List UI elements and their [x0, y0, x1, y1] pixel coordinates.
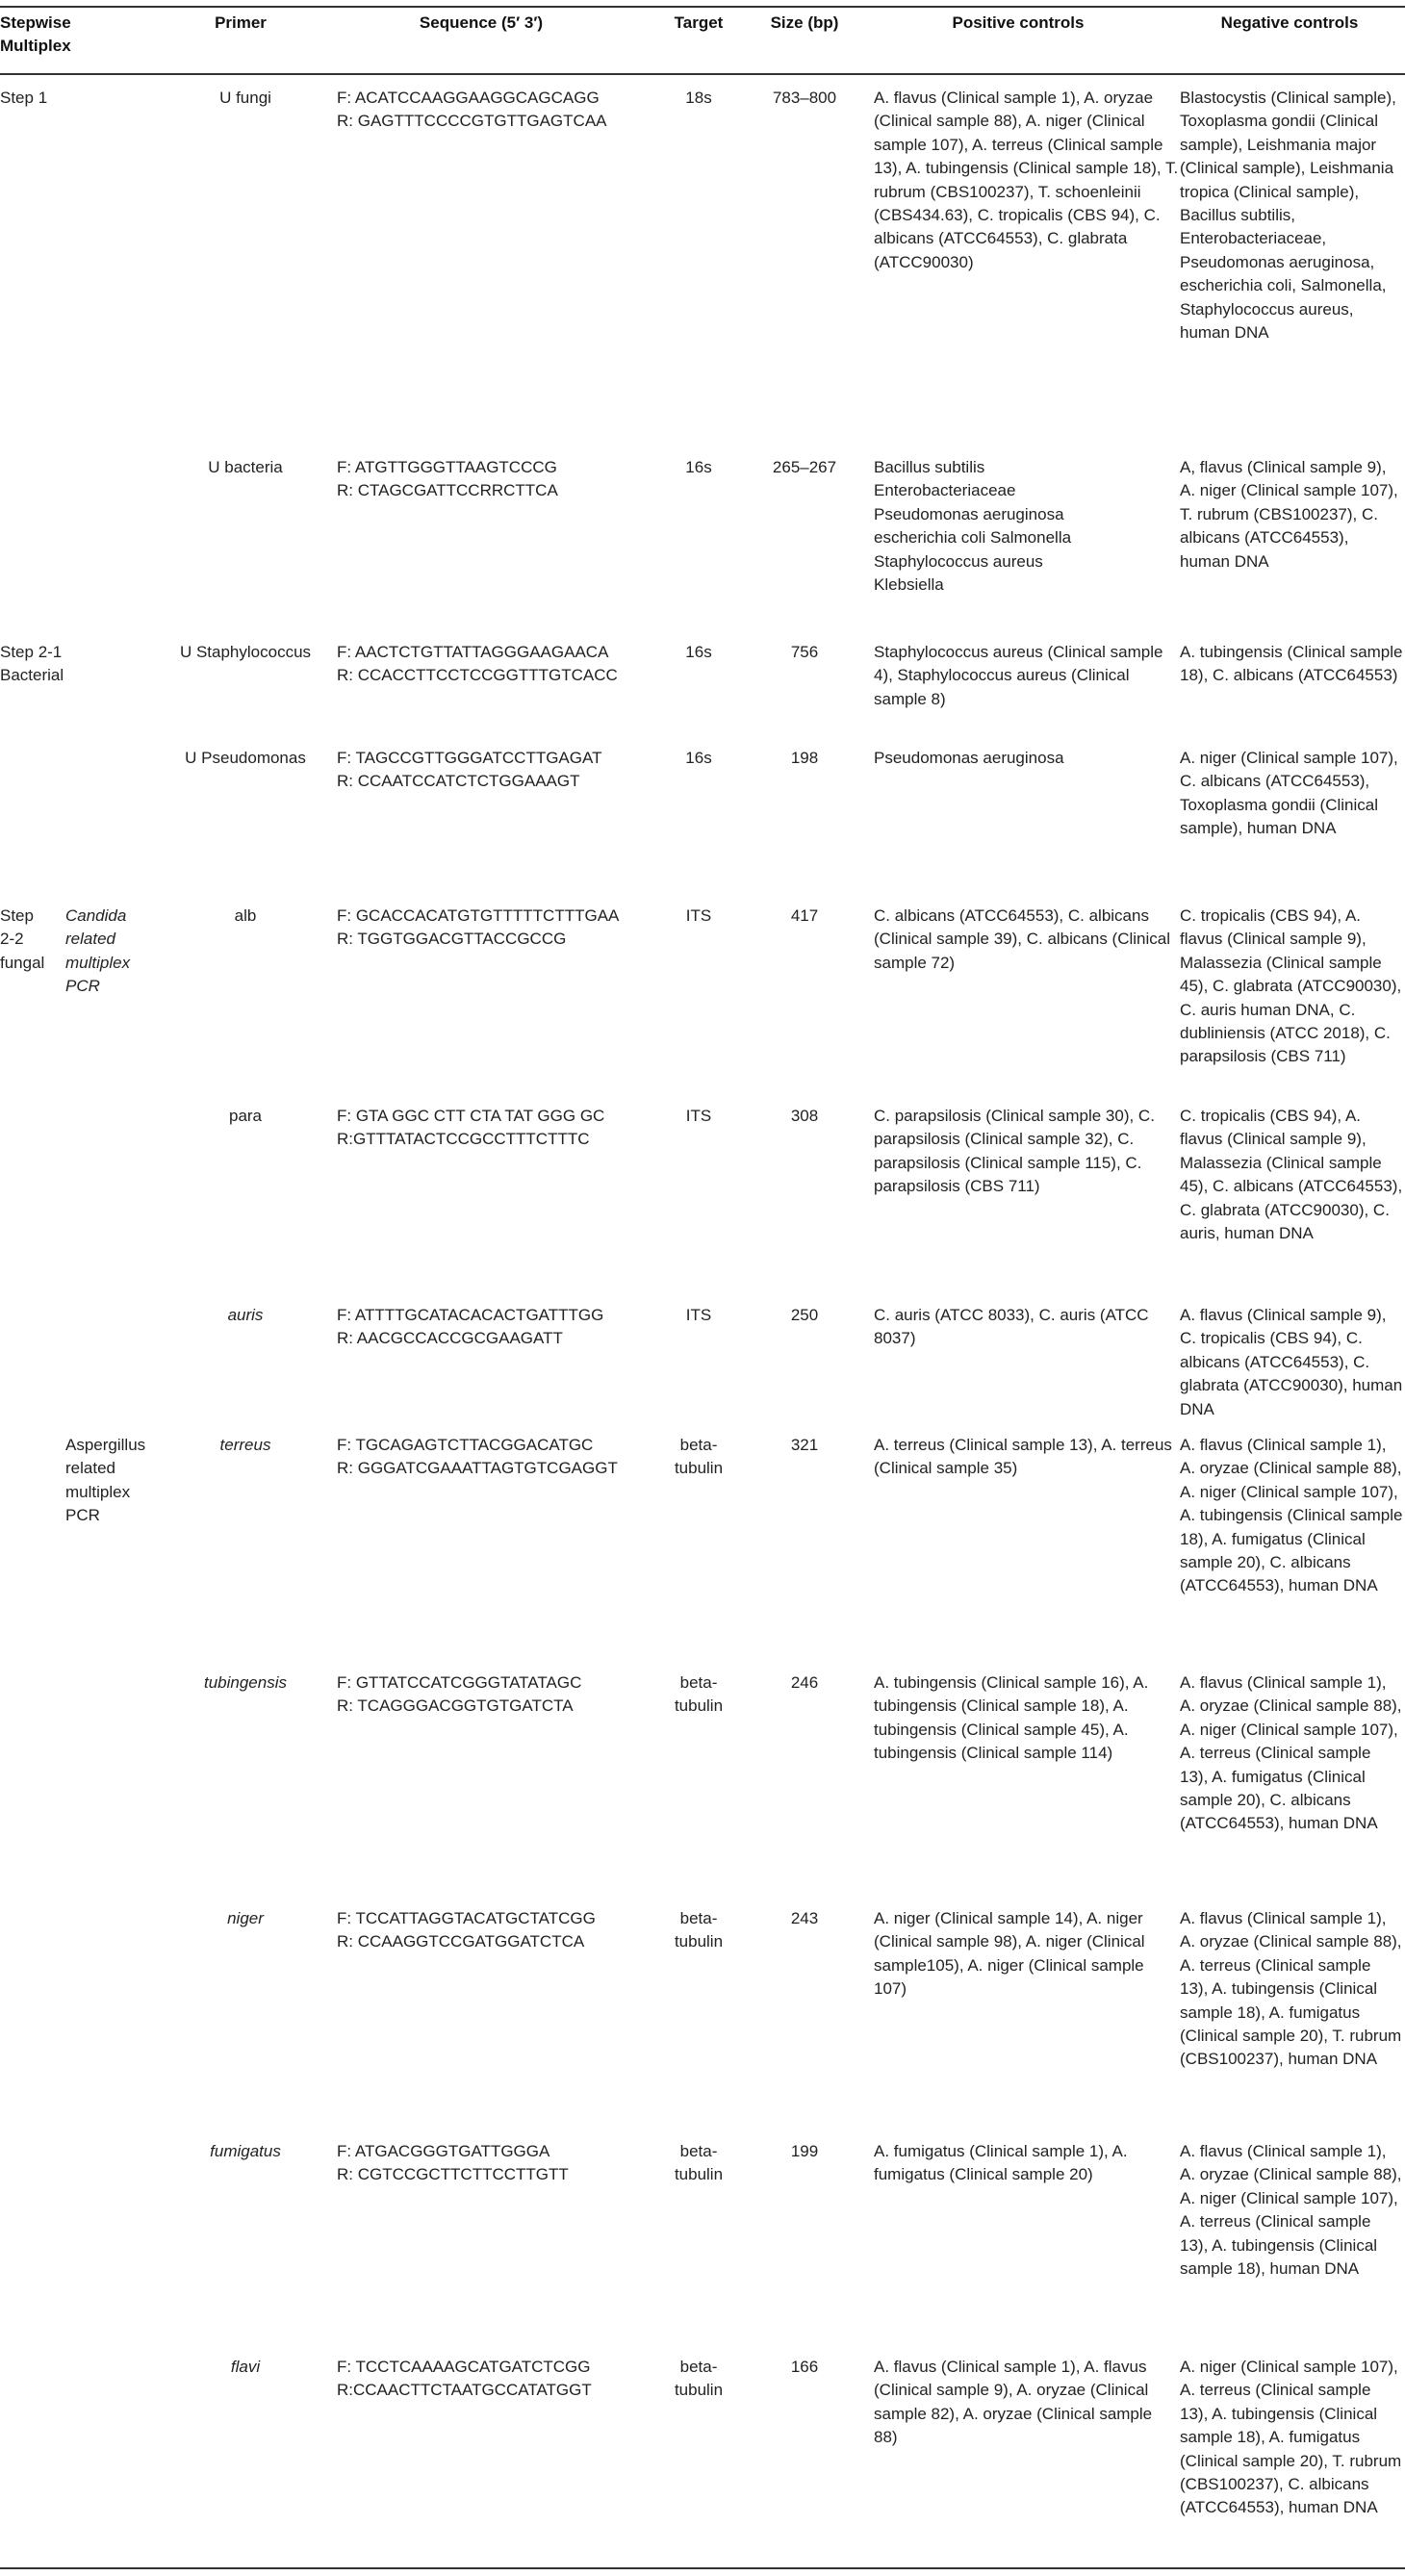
negative-controls: A. flavus (Clinical sample 1), A. oryzae (Clinical sample 88), A. niger (Clinical sample 107), A. terreus (Clinical sample 13), A. tubingensis (Clinical sample 18), human DNA [1180, 2142, 1402, 2279]
reverse-sequence: R: TGGTGGACGTTACCGCCG [337, 930, 567, 948]
size-bp: 198 [790, 749, 819, 767]
header-top-rule [0, 6, 1405, 8]
target: 16s [685, 643, 712, 661]
negative-controls: C. tropicalis (CBS 94), A. flavus (Clinical sample 9), Malassezia (Clinical sample 45), C. albicans (ATCC64553), C. glabrata (ATCC90030), C. auris, human DNA [1180, 1107, 1403, 1243]
candida-group-label: Candida related multiplex PCR [65, 906, 131, 996]
primer-name: niger [227, 1909, 264, 1927]
target: ITS [685, 1306, 712, 1324]
forward-sequence: F: GTA GGC CTT CTA TAT GGG GC [337, 1107, 605, 1125]
size-bp: 308 [790, 1107, 819, 1125]
target: beta-tubulin [674, 1673, 724, 1716]
size-bp: 756 [790, 643, 819, 661]
positive-controls: C. auris (ATCC 8033), C. auris (ATCC 8037) [874, 1306, 1149, 1348]
forward-sequence: F: TCCTCAAAAGCATGATCTCGG [337, 2358, 591, 2376]
negative-controls: A. flavus (Clinical sample 9), C. tropicalis (CBS 94), C. albicans (ATCC64553), C. glabrata (ATCC90030), human DNA [1180, 1306, 1403, 1418]
negative-controls: A. tubingensis (Clinical sample 18), C. albicans (ATCC64553) [1180, 643, 1403, 685]
positive-controls: C. parapsilosis (Clinical sample 30), C. parapsilosis (Clinical sample 32), C. parapsilosis (Clinical sample 115), C. parapsilosis (CBS 711) [874, 1107, 1155, 1196]
size-bp: 783–800 [772, 89, 837, 107]
negative-controls: Blastocystis (Clinical sample), Toxoplasma gondii (Clinical sample), Leishmania major (Clinical sample), Leishmania tropica (Clinical sample), Bacillus subtilis, Enterobacteriaceae, Pseudomonas aeruginosa, escherichia coli, Salmonella, Staphylococcus aureus, human DNA [1180, 89, 1396, 343]
size-bp: 417 [790, 906, 819, 925]
reverse-sequence: R:CCAACTTCTAATGCCATATGGT [337, 2381, 592, 2399]
negative-controls: A. niger (Clinical sample 107), A. terreus (Clinical sample 13), A. tubingensis (Clinical sample 18), A. fumigatus (Clinical sample 20), T. rubrum (CBS100237), C. albicans (ATCC64553), human DNA [1180, 2358, 1402, 2517]
forward-sequence: F: AACTCTGTTATTAGGGAAGAACA [337, 643, 609, 661]
header-stepwise: Stepwise Multiplex [0, 13, 71, 55]
reverse-sequence: R: CCACCTTCCTCCGGTTTGTCACC [337, 666, 618, 684]
target: beta-tubulin [674, 2358, 724, 2400]
target: ITS [685, 1107, 712, 1125]
positive-controls: A. terreus (Clinical sample 13), A. terreus (Clinical sample 35) [874, 1436, 1172, 1478]
forward-sequence: F: TGCAGAGTCTTACGGACATGC [337, 1436, 594, 1454]
reverse-sequence: R: GGGATCGAAATTAGTGTCGAGGT [337, 1459, 618, 1477]
negative-controls: A. flavus (Clinical sample 1), A. oryzae (Clinical sample 88), A. terreus (Clinical sample 13), A. tubingensis (Clinical sample 18), A. fumigatus (Clinical sample 20), T. rubrum (CBS100237), human DNA [1180, 1909, 1402, 2069]
positive-controls: Staphylococcus aureus (Clinical sample 4), Staphylococcus aureus (Clinical sample 8) [874, 643, 1163, 708]
size-bp: 321 [790, 1436, 819, 1454]
header-primer: Primer [215, 13, 267, 32]
header-sequence: Sequence (5′ 3′) [419, 13, 544, 32]
header-negative-controls: Negative controls [1220, 13, 1359, 32]
primer-name: U fungi [219, 89, 271, 107]
reverse-sequence: R: TCAGGGACGGTGTGATCTA [337, 1696, 574, 1715]
size-bp: 246 [790, 1673, 819, 1692]
target: ITS [685, 906, 712, 925]
primer-name: terreus [219, 1436, 271, 1454]
positive-controls: C. albicans (ATCC64553), C. albicans (Clinical sample 39), C. albicans (Clinical sample 72) [874, 906, 1170, 972]
positive-controls: A. flavus (Clinical sample 1), A. flavus (Clinical sample 9), A. oryzae (Clinical sample 82), A. oryzae (Clinical sample 88) [874, 2358, 1153, 2447]
negative-controls: A, flavus (Clinical sample 9), A. niger (Clinical sample 107), T. rubrum (CBS100237), C. albicans (ATCC64553), human DNA [1180, 458, 1398, 571]
header-positive-controls: Positive controls [952, 13, 1085, 32]
positive-controls: A. fumigatus (Clinical sample 1), A. fumigatus (Clinical sample 20) [874, 2142, 1128, 2184]
target: beta-tubulin [674, 1436, 724, 1478]
forward-sequence: F: ACATCCAAGGAAGGCAGCAGG [337, 89, 600, 107]
step-2-1-label: Step 2-1 Bacterial [0, 643, 64, 685]
reverse-sequence: R:GTTTATACTCCGCCTTTCTTTC [337, 1130, 590, 1148]
forward-sequence: F: ATGACGGGTGATTGGGA [337, 2142, 550, 2160]
primer-name: alb [234, 906, 257, 925]
forward-sequence: F: ATGTTGGGTTAAGTCCCG [337, 458, 557, 476]
reverse-sequence: R: CCAATCCATCTCTGGAAAGT [337, 772, 580, 790]
primer-name: U bacteria [208, 458, 283, 476]
step-1-label: Step 1 [0, 89, 48, 107]
primer-name: U Pseudomonas [185, 749, 306, 767]
positive-controls: Bacillus subtilis Enterobacteriaceae Pseudomonas aeruginosa escherichia coli Salmonella Staphylococcus aureus Klebsiella [874, 458, 1072, 595]
negative-controls: A. flavus (Clinical sample 1), A. oryzae (Clinical sample 88), A. niger (Clinical sample 107), A. tubingensis (Clinical sample 18), A. fumigatus (Clinical sample 20), C. albicans (ATCC64553), human DNA [1180, 1436, 1403, 1595]
forward-sequence: F: GCACCACATGTGTTTTTCTTTGAA [337, 906, 620, 925]
primer-name: flavi [230, 2358, 261, 2376]
positive-controls: A. niger (Clinical sample 14), A. niger (Clinical sample 98), A. niger (Clinical sample105), A. niger (Clinical sample 107) [874, 1909, 1145, 1999]
negative-controls: A. niger (Clinical sample 107), C. albicans (ATCC64553), Toxoplasma gondii (Clinical sample), human DNA [1180, 749, 1398, 838]
size-bp: 199 [790, 2142, 819, 2160]
header-target: Target [674, 13, 724, 32]
size-bp: 250 [790, 1306, 819, 1324]
target: 16s [685, 458, 712, 476]
target: 18s [685, 89, 712, 107]
positive-controls: A. flavus (Clinical sample 1), A. oryzae (Clinical sample 88), A. niger (Clinical sample 107), A. terreus (Clinical sample 13), A. tubingensis (Clinical sample 18), T. rubrum (CBS100237), T. schoenleinii (CBS434.63), C. tropicalis (CBS 94), C. albicans (ATCC64553), C. glabrata (ATCC90030) [874, 89, 1179, 271]
primer-name: U Staphylococcus [179, 643, 312, 661]
primer-name: fumigatus [210, 2142, 281, 2160]
step-2-2-label: Step 2-2 fungal [0, 906, 45, 972]
reverse-sequence: R: CTAGCGATTCCRRCTTCA [337, 481, 558, 499]
primer-name: para [228, 1107, 263, 1125]
positive-controls: A. tubingensis (Clinical sample 16), A. tubingensis (Clinical sample 18), A. tubingensis (Clinical sample 45), A. tubingensis (Clinical sample 114) [874, 1673, 1149, 1763]
negative-controls: C. tropicalis (CBS 94), A. flavus (Clinical sample 9), Malassezia (Clinical sample 45), C. glabrata (ATCC90030), C. auris human DNA, C. dubliniensis (ATCC 2018), C. parapsilosis (CBS 711) [1180, 906, 1402, 1066]
reverse-sequence: R: AACGCCACCGCGAAGATT [337, 1329, 563, 1347]
reverse-sequence: R: CGTCCGCTTCTTCCTTGTT [337, 2165, 569, 2183]
target: beta-tubulin [674, 1909, 724, 1951]
size-bp: 243 [790, 1909, 819, 1927]
header-size: Size (bp) [770, 13, 839, 32]
aspergillus-group-label: Aspergillus related multiplex PCR [65, 1436, 146, 1525]
negative-controls: A. flavus (Clinical sample 1), A. oryzae (Clinical sample 88), A. niger (Clinical sample 107), A. terreus (Clinical sample 13), A. fumigatus (Clinical sample 20), C. albicans (ATCC64553), human DNA [1180, 1673, 1402, 1833]
table-bottom-rule [0, 2567, 1405, 2569]
header-bottom-rule [0, 73, 1405, 75]
primer-name: auris [227, 1306, 264, 1324]
reverse-sequence: R: GAGTTTCCCCGTGTTGAGTCAA [337, 112, 607, 130]
target: beta-tubulin [674, 2142, 724, 2184]
forward-sequence: F: TAGCCGTTGGGATCCTTGAGAT [337, 749, 602, 767]
target: 16s [685, 749, 712, 767]
positive-controls: Pseudomonas aeruginosa [874, 749, 1064, 767]
forward-sequence: F: GTTATCCATCGGGTATATAGC [337, 1673, 582, 1692]
forward-sequence: F: ATTTTGCATACACACTGATTTGG [337, 1306, 604, 1324]
forward-sequence: F: TCCATTAGGTACATGCTATCGG [337, 1909, 596, 1927]
size-bp: 265–267 [772, 458, 837, 476]
reverse-sequence: R: CCAAGGTCCGATGGATCTCA [337, 1932, 585, 1951]
size-bp: 166 [790, 2358, 819, 2376]
primer-name: tubingensis [203, 1673, 287, 1692]
